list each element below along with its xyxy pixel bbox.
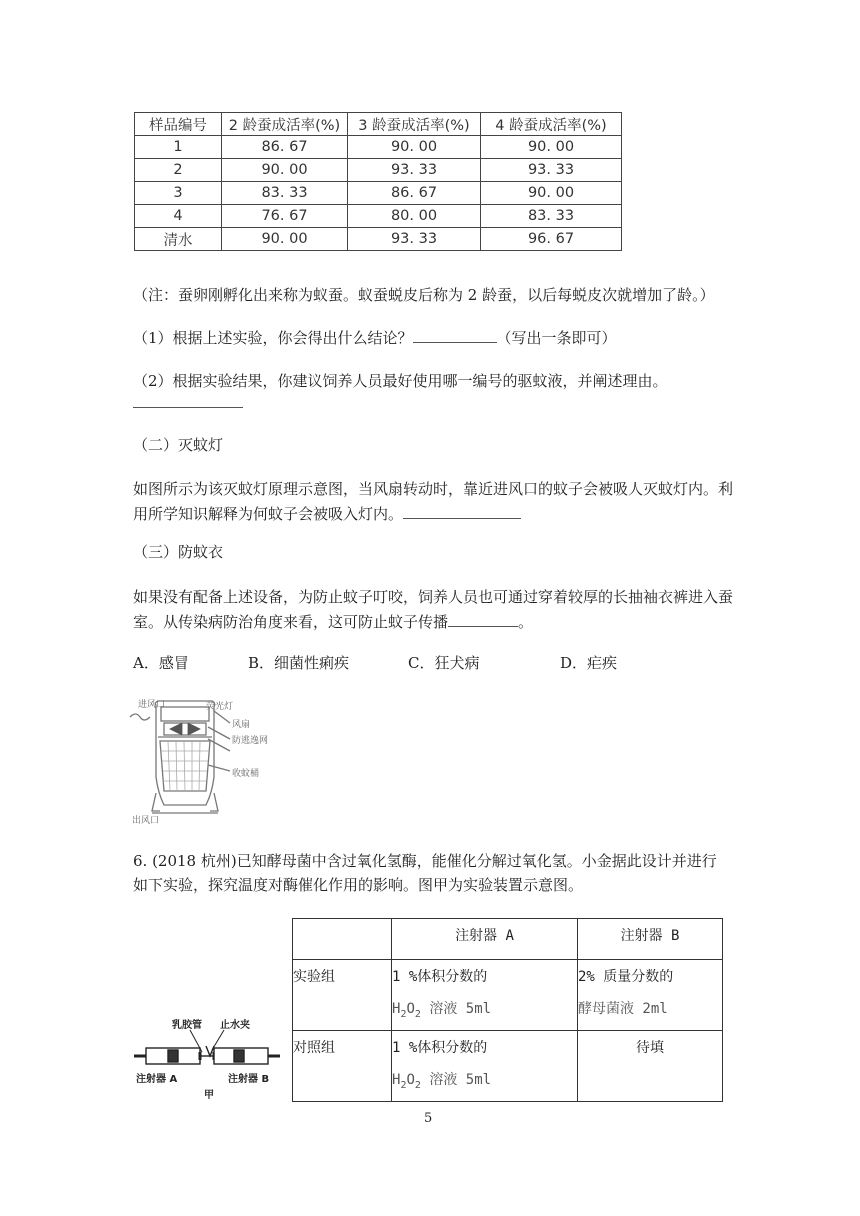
table-row (135, 136, 622, 159)
table-cell (578, 960, 723, 1031)
lamp-illustration (128, 693, 272, 825)
chem-rest: 溶液 5ml (420, 1001, 492, 1017)
ctrl-a-line-1: 1 %体积分数的 (392, 1040, 488, 1056)
header-cell: 2 龄蚕成活率(%) (222, 113, 348, 136)
header-cell-empty (293, 919, 392, 960)
table-row (135, 182, 622, 205)
section-2-text-line-1: 如图所示为该灭蚊灯原理示意图，当风扇转动时，靠近进风口的蚊子会被吸人灭蚊灯内。利 (133, 480, 734, 498)
row-label-cell (293, 960, 392, 1031)
label-bucket: 收蚊桶 (232, 769, 260, 779)
answer-blank-2[interactable] (133, 393, 243, 408)
label-syringe-b: 注射器 B (228, 1074, 270, 1085)
section-3-text-line-2 (133, 610, 533, 634)
label-water-clamp: 止水夹 (220, 1020, 250, 1031)
table-cell (392, 1031, 578, 1102)
header-cell (392, 919, 578, 960)
chem-rest: 溶液 5ml (420, 1072, 492, 1088)
table-cell: 86. 67 (222, 136, 348, 159)
chem-h: H (392, 1072, 401, 1088)
label-latex-tube: 乳胶管 (172, 1020, 202, 1031)
chem-o: O (406, 1001, 415, 1017)
answer-blank-4[interactable] (448, 612, 518, 627)
table-row (293, 1031, 723, 1102)
header-cell: 3 龄蚕成活率(%) (348, 113, 481, 136)
table-cell: 3 (135, 182, 222, 205)
control-group-label: 对照组 (293, 1040, 335, 1056)
label-light: 荧光灯 (206, 702, 234, 712)
section-3-title: （三）防蚊衣 (133, 543, 224, 561)
exp-a-line-1: 1 %体积分数的 (392, 969, 488, 985)
table-note: （注：蚕卵刚孵化出来称为蚁蚕。蚁蚕蜕皮后称为 2 龄蚕，以后每蜕皮次就增加了龄。） (133, 286, 715, 304)
table-cell: 93. 33 (348, 159, 481, 182)
experiment-group-label: 实验组 (293, 969, 335, 985)
table-row (135, 205, 622, 228)
page-number: 5 (424, 1111, 433, 1126)
section-3-period: 。 (518, 613, 534, 631)
section-3-text: 室。从传染病防治角度来看，这可防止蚊子传播 (133, 613, 449, 631)
experiment-table (292, 918, 723, 1102)
question-1-text: （1）根据上述实验，你会得出什么结论？ (133, 329, 413, 347)
option-b[interactable]: B．细菌性痢疾 (248, 654, 350, 672)
table-cell: 1 (135, 136, 222, 159)
control-b-to-fill: 待填 (636, 1040, 664, 1056)
exp-a-line-2 (392, 986, 577, 1024)
figure-caption: 甲 (204, 1090, 214, 1101)
syringe-apparatus-diagram (132, 1012, 282, 1102)
option-d[interactable]: D．疟疾 (560, 654, 618, 672)
label-inlet: 进风口 (138, 700, 166, 710)
section-3-text-line-1: 如果没有配备上述设备，为防止蚊子叮咬，饲养人员也可通过穿着较厚的长抽袖衣裤进入蚕 (133, 588, 734, 606)
table-cell: 90. 00 (348, 136, 481, 159)
table-cell: 90. 00 (222, 228, 348, 251)
question-6-line-2: 如下实验，探究温度对酶催化作用的影响。图甲为实验装置示意图。 (133, 876, 584, 894)
header-cell: 样品编号 (135, 113, 222, 136)
table-cell: 83. 33 (222, 182, 348, 205)
label-net: 防逃逸网 (232, 736, 269, 746)
option-a[interactable]: A．感冒 (133, 654, 189, 672)
chem-o: O (406, 1072, 415, 1088)
table-cell: 90. 00 (481, 136, 622, 159)
chem-sub: 2 (414, 1079, 421, 1091)
table-row (293, 960, 723, 1031)
table-cell: 96. 67 (481, 228, 622, 251)
header-cell (578, 919, 723, 960)
table-row (135, 228, 622, 251)
chem-sub: 2 (400, 1008, 407, 1020)
exp-b-line-2: 酵母菌液 2ml (578, 1001, 668, 1017)
table-cell: 76. 67 (222, 205, 348, 228)
table-cell: 93. 33 (481, 159, 622, 182)
header-syringe-b: 注射器 B (620, 928, 680, 944)
table-cell: 90. 00 (222, 159, 348, 182)
section-2-text-line-2 (133, 502, 521, 526)
question-6-line-1: 6. (2018 杭州)已知酵母菌中含过氧化氢酶，能催化分解过氧化氢。小金据此设计并进行 (133, 852, 717, 870)
section-2-title: （二）灭蚊灯 (133, 436, 224, 454)
survival-rate-table (134, 112, 622, 251)
header-syringe-a: 注射器 A (455, 928, 514, 944)
answer-blank-3[interactable] (403, 504, 521, 519)
table-cell: 4 (135, 205, 222, 228)
table-cell: 93. 33 (348, 228, 481, 251)
answer-blank-1[interactable] (413, 328, 497, 343)
table-cell: 2 (135, 159, 222, 182)
table-cell[interactable] (578, 1031, 723, 1102)
table-row (135, 159, 622, 182)
label-fan: 风扇 (232, 720, 251, 730)
row-label-cell (293, 1031, 392, 1102)
table-header-row (135, 113, 622, 136)
section-2-text: 用所学知识解释为何蚊子会被吸入灯内。 (133, 505, 404, 523)
question-1 (133, 326, 617, 350)
chem-sub: 2 (414, 1008, 421, 1020)
chem-h: H (392, 1001, 401, 1017)
ctrl-a-line-2 (392, 1057, 577, 1095)
question-1-hint: （写出一条即可） (496, 329, 617, 347)
label-outlet: 出风口 (132, 816, 160, 826)
header-cell: 4 龄蚕成活率(%) (481, 113, 622, 136)
chem-sub: 2 (400, 1079, 407, 1091)
exp-b-line-1: 2% 质量分数的 (578, 969, 674, 985)
mosquito-lamp-diagram (128, 693, 272, 825)
label-syringe-a: 注射器 A (136, 1074, 178, 1085)
option-c[interactable]: C．狂犬病 (408, 654, 480, 672)
table-header-row (293, 919, 723, 960)
table-cell: 80. 00 (348, 205, 481, 228)
table-cell (392, 960, 578, 1031)
table-cell: 清水 (135, 228, 222, 251)
table-cell: 86. 67 (348, 182, 481, 205)
table-cell: 83. 33 (481, 205, 622, 228)
question-2: （2）根据实验结果，你建议饲养人员最好使用哪一编号的驱蚊液，并阐述理由。 (133, 372, 668, 390)
table-cell: 90. 00 (481, 182, 622, 205)
